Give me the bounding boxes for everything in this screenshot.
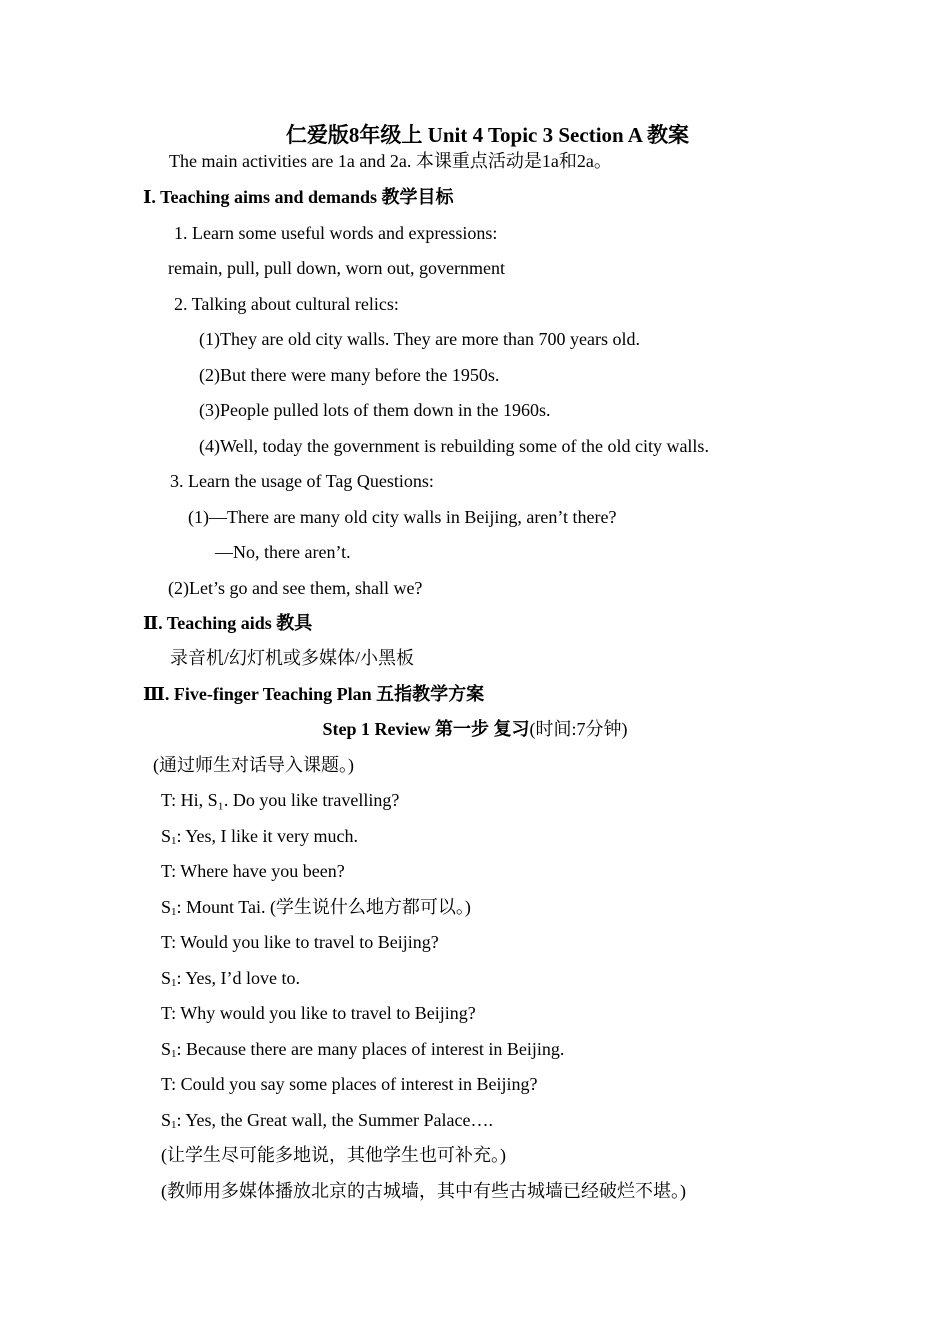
speaker-label: $S_1$: — [161, 826, 182, 847]
dialogue-text: Yes, I like it very much. — [181, 826, 359, 846]
step-1-time: (时间:7分钟) — [529, 719, 628, 739]
dialogue-line — [161, 1073, 538, 1095]
dialogue-line — [161, 1109, 493, 1131]
dialogue-line — [161, 1002, 476, 1024]
step-1-title: Step 1 Review 第一步 复习 — [322, 719, 530, 739]
speaker-label: T: — [161, 1003, 177, 1023]
dialogue-line — [161, 931, 439, 953]
aim-item-2: 2. Talking about cultural relics: — [174, 294, 399, 314]
step-1-heading — [0, 718, 950, 740]
dialogue-line — [161, 789, 399, 811]
note-add: (让学生尽可能多地说，其他学生也可补充。) — [161, 1145, 506, 1165]
section-2-heading — [143, 612, 312, 634]
dialogue-text: Could you say some places of interest in Beijing? — [176, 1074, 538, 1094]
section-1-numeral: Ⅰ. — [143, 187, 156, 207]
relic-sentence: (1)They are old city walls. They are more than 700 years old. — [199, 329, 641, 349]
dialogue-text: Mount Tai. (学生说什么地方都可以。) — [181, 897, 471, 917]
speaker-label: $S_1$: — [161, 1110, 182, 1131]
section-1-heading — [143, 186, 454, 208]
relic-sentence: (4)Well, today the government is rebuilding some of the old city walls. — [199, 436, 709, 456]
dialogue-text: Where have you been? — [176, 861, 345, 881]
speaker-label: T: — [161, 861, 177, 881]
dialogue-line — [161, 825, 358, 847]
page-title: 仁爱版8年级上 Unit 4 Topic 3 Section A 教案 — [285, 123, 690, 147]
dialogue-line — [161, 896, 471, 918]
speaker-label: $S_1$: — [161, 897, 182, 918]
speaker-label: T: — [161, 1074, 177, 1094]
tag-question-1: (1)—There are many old city walls in Beijing, aren’t there? — [188, 507, 617, 527]
section-2-title: Teaching aids 教具 — [166, 613, 313, 633]
dialogue-text: Hi, S₁. Do you like travelling? — [176, 790, 400, 810]
section-3-heading — [143, 683, 484, 705]
section-3-numeral: Ⅲ. — [143, 684, 170, 704]
speaker-label: T: — [161, 790, 177, 810]
dialogue-line — [161, 1038, 564, 1060]
dialogue-line — [161, 860, 345, 882]
dialogue-text: Yes, I’d love to. — [181, 968, 301, 988]
speaker-label: $S_1$: — [161, 1039, 182, 1060]
section-3-title: Five-finger Teaching Plan 五指教学方案 — [173, 684, 485, 704]
note-media: (教师用多媒体播放北京的古城墙，其中有些古城墙已经破烂不堪。) — [161, 1181, 686, 1201]
aim-item-3: 3. Learn the usage of Tag Questions: — [170, 471, 434, 491]
relic-sentence: (3)People pulled lots of them down in the 1960s. — [199, 400, 551, 420]
dialogue-text: Why would you like to travel to Beijing? — [176, 1003, 476, 1023]
tag-question-2: (2)Let’s go and see them, shall we? — [168, 578, 423, 598]
dialogue-line — [161, 967, 300, 989]
dialogue-text: Would you like to travel to Beijing? — [176, 932, 439, 952]
relic-sentence: (2)But there were many before the 1950s. — [199, 365, 500, 385]
dialogue-text: Yes, the Great wall, the Summer Palace…. — [181, 1110, 493, 1130]
section-2-numeral: Ⅱ. — [143, 613, 163, 633]
speaker-label: $S_1$: — [161, 968, 182, 989]
aim-item-1: 1. Learn some useful words and expressions: — [174, 223, 498, 243]
intro-text: The main activities are 1a and 2a. 本课重点活动是1a和2a。 — [169, 151, 612, 171]
note-intro: (通过师生对话导入课题。) — [153, 755, 354, 775]
section-1-title: Teaching aims and demands 教学目标 — [160, 187, 454, 207]
dialogue-text: Because there are many places of interest in Beijing. — [181, 1039, 565, 1059]
teaching-aids-list: 录音机/幻灯机或多媒体/小黑板 — [170, 648, 415, 668]
tag-question-1-answer: —No, there aren’t. — [215, 542, 351, 562]
vocabulary-list: remain, pull, pull down, worn out, government — [168, 258, 505, 278]
speaker-label: T: — [161, 932, 177, 952]
